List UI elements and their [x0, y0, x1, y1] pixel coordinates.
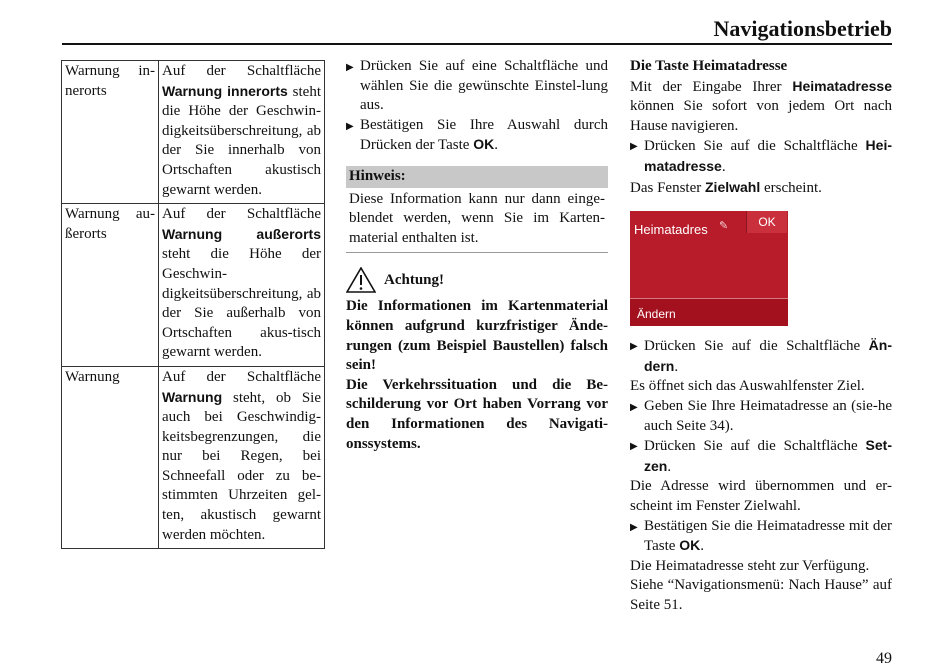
device-ok-button[interactable]: OK [746, 211, 787, 233]
button-reference: Än-dern [644, 337, 892, 374]
instruction-step: ▶ Drücken Sie auf die Schaltfläche Hei-matadresse. [630, 137, 892, 175]
attention-text-2: Die Verkehrssituation und die Be-schilderung vor Ort haben Vorrang vor den Informationen des Navigati-onssystems. [346, 376, 608, 452]
page-number: 49 [876, 650, 892, 667]
setting-description: Auf der Schaltfläche Warnung außerorts steht die Höhe der Geschwin-digkeitsüberschreitung, ab der Sie außerhalb von Ortschaften akus-tisch gewarnt werden. [159, 204, 325, 367]
button-reference: Zielwahl [705, 178, 761, 195]
instruction-step: ▶ Drücken Sie auf eine Schaltfläche und wählen Sie die gewünschte Einstel-lung aus. [346, 58, 608, 114]
right-column [630, 57, 892, 615]
attention-title: Achtung! [384, 271, 445, 288]
button-reference: Warnung innerorts [162, 82, 288, 99]
arrow-right-icon: ▶ [630, 441, 638, 453]
hint-text: Diese Information kann nur dann einge-blendet werden, wenn Sie im Karten-material enthalten ist. [349, 190, 605, 246]
paragraph: Siehe “Navigationsmenü: Nach Hause” auf Seite 51. [630, 577, 892, 613]
setting-name: Warnung in-nerorts [62, 61, 159, 204]
paragraph: Die Adresse wird übernommen und er-scheint im Fenster Zielwahl. [630, 478, 892, 514]
header-rule [62, 43, 892, 45]
setting-description: Auf der Schaltfläche Warnung steht, ob Sie auch bei Geschwindig-keitsbegrenzungen, die nur bei Regen, bei Schneefall oder zu be-stimmten Uhrzeiten gel-ten, akustisch gewarnt werden möchten. [159, 366, 325, 548]
attention-text: Die Informationen im Kartenmaterial können aufgrund kurzfristiger Ände-rungen (zum Beispiel Baustellen) falsch sein! [346, 298, 608, 374]
button-reference: Heimatadresse [792, 77, 892, 94]
device-bottom-bar [630, 298, 788, 326]
button-reference: OK [679, 537, 701, 554]
home-icon: ✎ [719, 220, 729, 233]
table-row [62, 61, 325, 204]
button-reference: Warnung außerorts [162, 225, 321, 242]
table-row [62, 204, 325, 367]
paragraph: Das Fenster Zielwahl erscheint. [630, 178, 822, 196]
instruction-step: ▶ Drücken Sie auf die Schaltfläche Set-zen. [630, 437, 892, 475]
page-header-title: Navigationsbetrieb [713, 16, 892, 41]
setting-description: Auf der Schaltfläche Warnung innerorts steht die Höhe der Geschwin-digkeitsüberschreitung, ab der Sie innerhalb von Ortschaften akustisch gewarnt werden. [159, 61, 325, 204]
setting-name: Warnung [62, 366, 159, 548]
arrow-right-icon: ▶ [630, 521, 638, 533]
middle-column [346, 57, 608, 454]
instruction-step: ▶ Bestätigen Sie die Heimatadresse mit der Taste OK. [630, 517, 892, 555]
instruction-step: ▶ Geben Sie Ihre Heimatadresse an (sie-he auch Seite 34). [630, 397, 892, 434]
arrow-right-icon: ▶ [346, 62, 354, 73]
hint-title: Hinweis: [346, 166, 608, 188]
arrow-right-icon: ▶ [630, 141, 638, 153]
instruction-step: ▶ Drücken Sie auf die Schaltfläche Än-dern. [630, 337, 892, 375]
device-title: Heimatadres [634, 222, 708, 238]
paragraph: Die Heimatadresse steht zur Verfügung. [630, 557, 870, 574]
warning-settings-table [61, 60, 325, 549]
warning-triangle-icon [346, 267, 376, 293]
arrow-right-icon: ▶ [346, 120, 354, 132]
arrow-right-icon: ▶ [630, 341, 638, 353]
section-title: Die Taste Heimatadresse [630, 58, 788, 74]
instruction-step: ▶ Bestätigen Sie Ihre Auswahl durch Drücken der Taste OK. [346, 116, 608, 154]
device-screenshot [630, 211, 788, 326]
paragraph: Mit der Eingabe Ihrer Heimatadresse können Sie sofort von jedem Ort nach Hause navigieren. [630, 77, 892, 134]
button-reference: Set-zen [644, 437, 892, 474]
paragraph: Es öffnet sich das Auswahlfenster Ziel. [630, 378, 865, 395]
hint-box [346, 166, 608, 253]
button-reference: Warnung [162, 388, 223, 405]
button-reference: Hei-matadresse [644, 137, 892, 174]
setting-name: Warnung au-ßerorts [62, 204, 159, 367]
button-reference: OK [473, 136, 495, 153]
arrow-right-icon: ▶ [630, 401, 638, 413]
table-row [62, 366, 325, 548]
device-andern-button[interactable]: Ändern [637, 307, 676, 322]
attention-heading [346, 267, 608, 293]
